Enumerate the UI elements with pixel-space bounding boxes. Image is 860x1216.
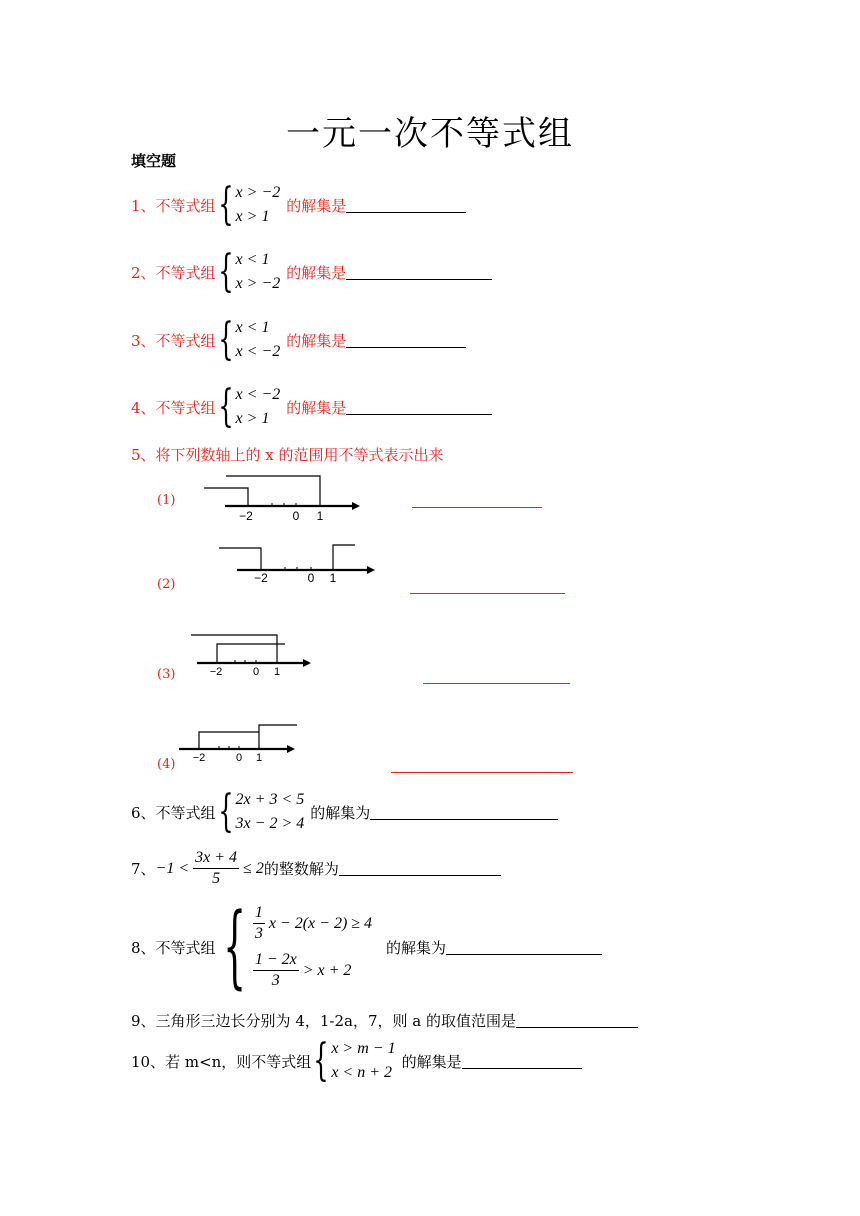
tick-label: 1 bbox=[255, 752, 263, 764]
tick-label: 0 bbox=[307, 571, 315, 585]
question-1-tail: 的解集是 bbox=[286, 196, 347, 215]
sub-question-2-label: (2) bbox=[157, 577, 176, 592]
inequality-left: −1 < bbox=[155, 859, 190, 877]
fraction-numerator: 1 − 2x bbox=[253, 950, 299, 971]
question-2-label: 2、不等式组 bbox=[131, 263, 216, 282]
sub-question-3-label: (3) bbox=[157, 667, 176, 682]
brace-icon: { bbox=[217, 246, 234, 297]
inequality-system bbox=[236, 789, 305, 835]
brace-icon: { bbox=[217, 786, 234, 837]
inequality-line bbox=[253, 903, 372, 944]
answer-blank-1[interactable] bbox=[346, 198, 466, 213]
inequality-line: x > 1 bbox=[235, 410, 270, 427]
question-6 bbox=[131, 786, 558, 837]
question-2-tail: 的解集是 bbox=[286, 263, 347, 282]
inequality-line: x < 1 bbox=[235, 319, 270, 336]
fraction-numerator: 1 bbox=[253, 903, 265, 924]
inequality-system bbox=[236, 384, 281, 430]
tick-label: 1 bbox=[329, 571, 337, 585]
inequality-line: x > −2 bbox=[235, 275, 281, 292]
question-8 bbox=[131, 894, 602, 999]
answer-blank-9[interactable] bbox=[516, 1013, 638, 1028]
answer-blank-4[interactable] bbox=[346, 400, 492, 415]
question-8-tail: 的解集为 bbox=[386, 938, 447, 957]
inequality-line: x < −2 bbox=[235, 386, 281, 403]
question-1 bbox=[131, 179, 466, 230]
inequality-line: 3x − 2 > 4 bbox=[235, 815, 305, 832]
brace-icon: { bbox=[313, 1035, 330, 1086]
question-10-label: 10、若 m<n，则不等式组 bbox=[131, 1052, 312, 1071]
fraction bbox=[253, 903, 265, 944]
answer-line-3[interactable] bbox=[423, 683, 570, 684]
question-7-label: 7、 bbox=[131, 860, 156, 878]
question-3-tail: 的解集是 bbox=[286, 331, 347, 350]
inequality-line: x < n + 2 bbox=[331, 1064, 393, 1081]
brace-icon: { bbox=[217, 314, 234, 365]
question-6-label: 6、不等式组 bbox=[131, 803, 216, 822]
fraction-denominator: 5 bbox=[212, 870, 221, 887]
question-5: 5、将下列数轴上的 x 的范围用不等式表示出来 bbox=[131, 446, 444, 464]
inequality-line: x < 1 bbox=[235, 251, 270, 268]
tick-label: −2 bbox=[239, 509, 253, 522]
answer-blank-8[interactable] bbox=[446, 940, 602, 955]
fraction bbox=[253, 950, 299, 991]
question-8-label: 8、不等式组 bbox=[131, 938, 216, 957]
question-3 bbox=[131, 314, 466, 365]
fraction bbox=[193, 848, 239, 889]
inequality-system bbox=[253, 903, 372, 991]
inequality-rest: > x + 2 bbox=[302, 961, 352, 979]
answer-blank-7[interactable] bbox=[339, 861, 501, 876]
tick-label: −2 bbox=[209, 666, 223, 678]
brace-icon: { bbox=[217, 179, 234, 230]
tick-label: −2 bbox=[254, 571, 268, 585]
inequality-line: x > −2 bbox=[235, 184, 281, 201]
question-10 bbox=[131, 1035, 582, 1086]
fraction-denominator: 3 bbox=[254, 925, 263, 942]
answer-line-4[interactable] bbox=[391, 772, 573, 773]
answer-line-2[interactable] bbox=[410, 593, 565, 594]
question-4 bbox=[131, 381, 492, 432]
question-1-label: 1、不等式组 bbox=[131, 196, 216, 215]
question-3-label: 3、不等式组 bbox=[131, 331, 216, 350]
question-7-tail: 的整数解为 bbox=[263, 860, 339, 878]
section-heading: 填空题 bbox=[131, 152, 177, 170]
inequality-system bbox=[236, 249, 281, 295]
question-2 bbox=[131, 246, 492, 297]
answer-blank-6[interactable] bbox=[370, 805, 558, 820]
answer-line-1[interactable] bbox=[412, 507, 542, 508]
inequality-system bbox=[236, 317, 281, 363]
tick-label: 1 bbox=[273, 666, 281, 678]
tick-label: 1 bbox=[316, 509, 324, 522]
inequality-system bbox=[331, 1038, 395, 1084]
inequality-line: x > 1 bbox=[235, 208, 270, 225]
question-4-tail: 的解集是 bbox=[286, 398, 347, 417]
page-title: 一元一次不等式组 bbox=[286, 114, 574, 154]
number-line-4 bbox=[175, 718, 305, 768]
answer-blank-10[interactable] bbox=[462, 1054, 582, 1069]
answer-blank-3[interactable] bbox=[346, 333, 466, 348]
question-7 bbox=[131, 848, 501, 889]
inequality-line bbox=[253, 950, 372, 991]
tick-label: 0 bbox=[235, 752, 243, 764]
tick-label: 0 bbox=[252, 666, 260, 678]
question-6-tail: 的解集为 bbox=[310, 803, 371, 822]
inequality-rest: x − 2(x − 2) ≥ 4 bbox=[268, 914, 373, 932]
inequality-line: x < −2 bbox=[235, 343, 281, 360]
sub-question-1-label: (1) bbox=[157, 493, 176, 508]
inequality-right: ≤ 2 bbox=[243, 859, 264, 877]
inequality-system bbox=[236, 182, 281, 228]
tick-label: 0 bbox=[292, 509, 300, 522]
fraction-denominator: 3 bbox=[271, 972, 280, 989]
inequality-line: 2x + 3 < 5 bbox=[235, 791, 305, 808]
answer-blank-2[interactable] bbox=[346, 265, 492, 280]
number-line-3 bbox=[185, 628, 315, 678]
inequality-line: x > m − 1 bbox=[331, 1040, 396, 1057]
brace-icon: { bbox=[217, 381, 234, 432]
number-line-2 bbox=[215, 540, 380, 590]
fraction-numerator: 3x + 4 bbox=[193, 848, 239, 869]
question-10-tail: 的解集是 bbox=[401, 1052, 462, 1071]
number-line-1 bbox=[200, 470, 365, 522]
brace-icon: { bbox=[222, 894, 246, 999]
sub-question-4-label: (4) bbox=[157, 757, 176, 772]
tick-label: −2 bbox=[192, 752, 206, 764]
question-4-label: 4、不等式组 bbox=[131, 398, 216, 417]
question-9 bbox=[131, 1010, 638, 1031]
question-9-text: 9、三角形三边长分别为 4，1-2a，7，则 a 的取值范围是 bbox=[131, 1012, 516, 1030]
